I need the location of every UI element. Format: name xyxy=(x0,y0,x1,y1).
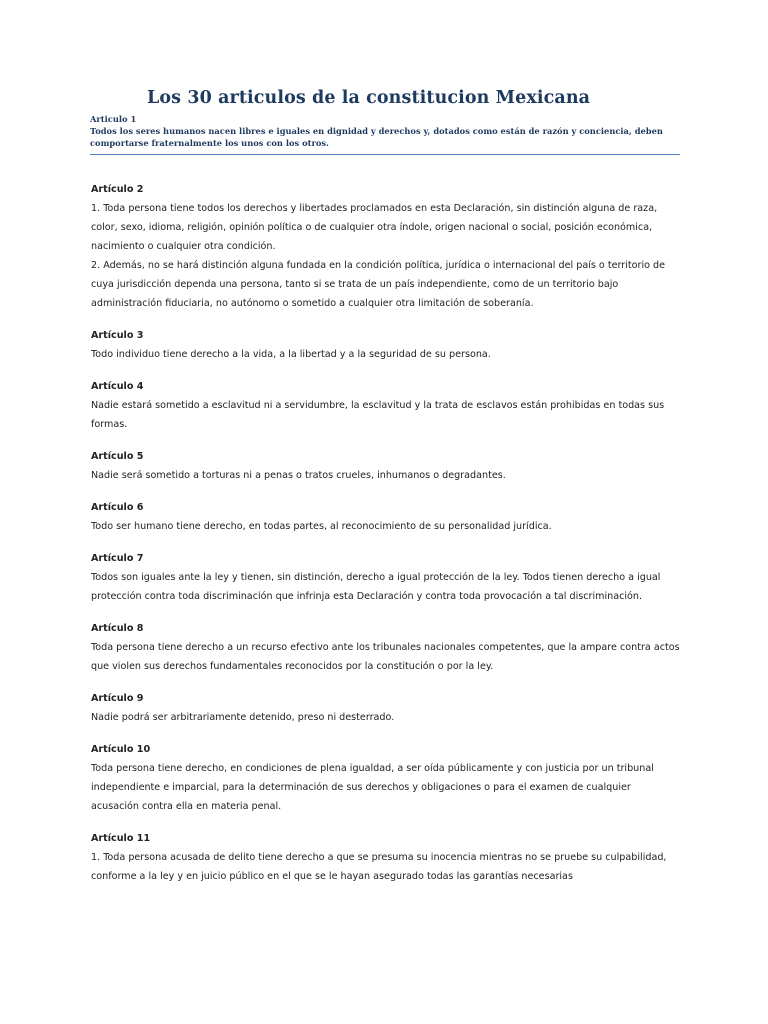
article-paragraph: Nadie podrá ser arbitrariamente detenido, preso ni desterrado. xyxy=(91,712,395,723)
article-heading: Artículo 4 xyxy=(91,381,144,392)
article-heading: Artículo 3 xyxy=(91,330,144,341)
article-paragraph: Toda persona tiene derecho, en condiciones de plena igualdad, a ser oída públicamente y con justicia por un tribunal independiente e imparcial, para la determinación de sus derechos y obligaciones o para el examen de cualquier acusación contra ella en materia penal. xyxy=(91,763,654,812)
article-paragraph: Toda persona tiene derecho a un recurso efectivo ante los tribunales nacionales competentes, que la ampare contra actos que violen sus derechos fundamentales reconocidos por la constitución o por la ley. xyxy=(91,642,680,672)
article-block xyxy=(91,619,681,676)
article-heading: Artículo 9 xyxy=(91,693,144,704)
article-heading: Artículo 7 xyxy=(91,553,144,564)
article-block xyxy=(91,447,681,485)
article-heading: Artículo 2 xyxy=(91,184,144,195)
article-block xyxy=(91,498,681,536)
article-heading: Artículo 11 xyxy=(91,833,151,844)
article-heading: Artículo 8 xyxy=(91,623,144,634)
article-paragraph: Nadie será sometido a torturas ni a penas o tratos crueles, inhumanos o degradantes. xyxy=(91,470,506,481)
article-block xyxy=(91,740,681,816)
article-block xyxy=(91,549,681,606)
article-block xyxy=(91,829,681,886)
document-subtitle xyxy=(90,113,682,149)
article-block xyxy=(91,180,681,313)
article-paragraph: 1. Toda persona acusada de delito tiene derecho a que se presuma su inocencia mientras no se pruebe su culpabilidad, conforme a la ley y en juicio público en el que se le hayan asegurado todas las garantías necesarias xyxy=(91,852,667,882)
subtitle-heading: Articulo 1 xyxy=(90,114,137,124)
article-block xyxy=(91,689,681,727)
article-heading: Artículo 6 xyxy=(91,502,144,513)
article-paragraph: Todo individuo tiene derecho a la vida, a la libertad y a la seguridad de su persona. xyxy=(91,349,491,360)
article-paragraph: Todo ser humano tiene derecho, en todas partes, al reconocimiento de su personalidad jurídica. xyxy=(91,521,552,532)
title-divider xyxy=(90,154,680,155)
article-heading: Artículo 10 xyxy=(91,744,151,755)
articles-list xyxy=(91,180,681,899)
article-block xyxy=(91,377,681,434)
article-heading: Artículo 5 xyxy=(91,451,144,462)
article-block xyxy=(91,326,681,364)
article-paragraph: Nadie estará sometido a esclavitud ni a servidumbre, la esclavitud y la trata de esclavos están prohibidas en todas sus formas. xyxy=(91,400,665,430)
article-paragraph: 2. Además, no se hará distinción alguna fundada en la condición política, jurídica o internacional del país o territorio de cuya jurisdicción dependa una persona, tanto si se trata de un país independiente, como de un territorio bajo administración fiduciaria, no autónomo o sometido a cualquier otra limitación de soberanía. xyxy=(91,260,666,309)
article-paragraph: 1. Toda persona tiene todos los derechos y libertades proclamados en esta Declaración, sin distinción alguna de raza, color, sexo, idioma, religión, opinión política o de cualquier otra índole, origen nacional o social, posición económica, nacimiento o cualquier otra condición. xyxy=(91,203,658,252)
subtitle-text: Todos los seres humanos nacen libres e iguales en dignidad y derechos y, dotados como están de razón y conciencia, deben comportarse fraternalmente los unos con los otros. xyxy=(90,126,663,148)
article-paragraph: Todos son iguales ante la ley y tienen, sin distinción, derecho a igual protección de la ley. Todos tienen derecho a igual protección contra toda discriminación que infrinja esta Declaración y contra toda provocación a tal discriminación. xyxy=(91,572,661,602)
document-title: Los 30 articulos de la constitucion Mexicana xyxy=(147,88,591,108)
